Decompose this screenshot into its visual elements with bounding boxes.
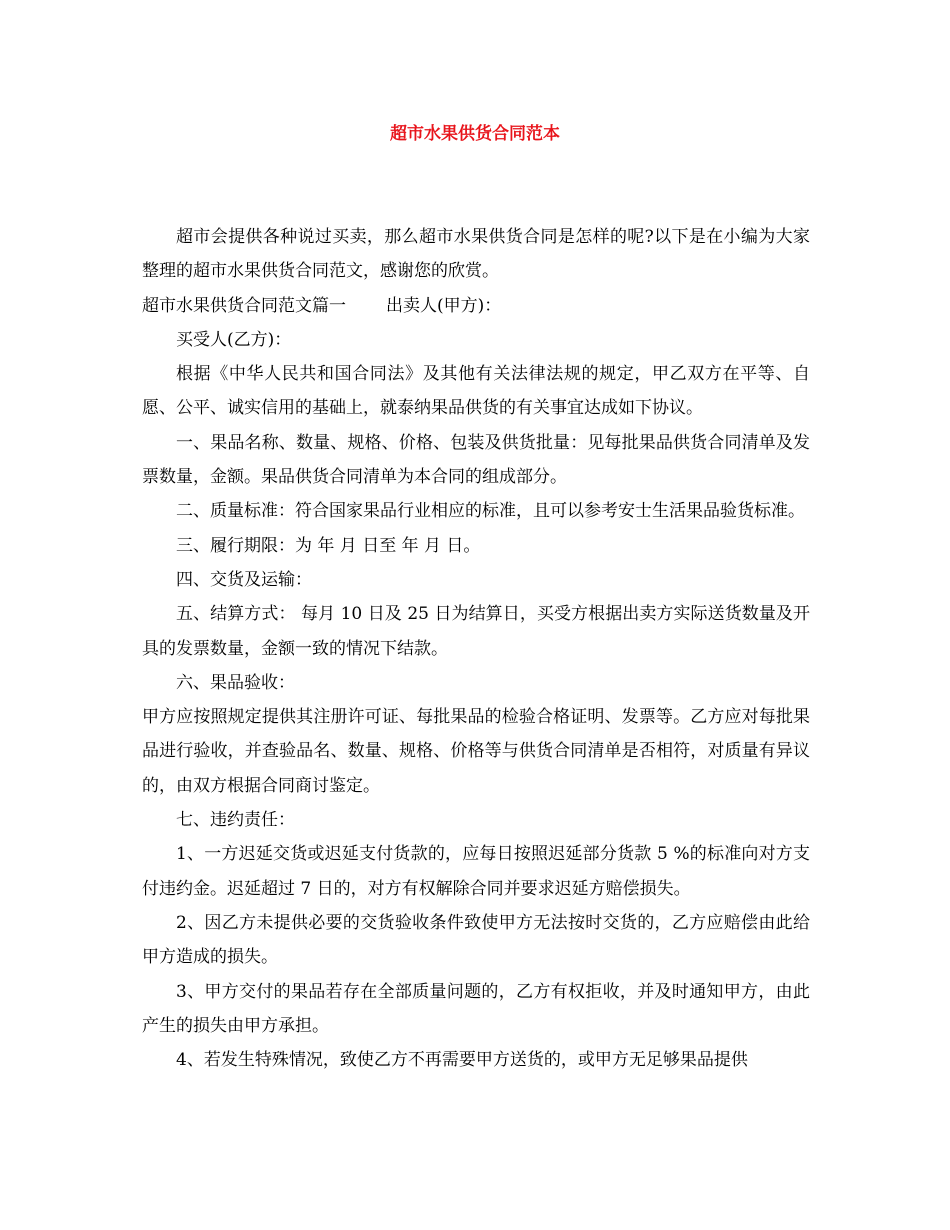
paragraph bbox=[142, 357, 810, 426]
paragraph bbox=[142, 1043, 810, 1077]
paragraph-text: 甲方应按照规定提供其注册许可证、每批果品的检验合格证明、发票等。乙方应对每批果品进行验收，并查验品名、数量、规格、价格等与供货合同清单是否相符，对质量有异议的，由双方根据合同商讨鉴定。 bbox=[142, 707, 810, 796]
paragraph-text: 1、一方迟延交货或迟延支付货款的，应每日按照迟延部分货款 5 %的标准向对方支付违约金。迟延超过 7 日的，对方有权解除合同并要求迟延方赔偿损失。 bbox=[142, 844, 810, 899]
paragraph bbox=[142, 563, 810, 597]
paragraph bbox=[142, 597, 810, 666]
paragraph bbox=[142, 426, 810, 495]
paragraph-text: 4、若发生特殊情况，致使乙方不再需要甲方送货的，或甲方无足够果品提供 bbox=[176, 1050, 748, 1071]
paragraph bbox=[142, 906, 810, 975]
paragraph-text: 超市水果供货合同范文篇一 bbox=[142, 295, 346, 316]
paragraph bbox=[142, 700, 810, 803]
paragraph-text: 超市会提供各种说过买卖，那么超市水果供货合同是怎样的呢?以下是在小编为大家整理的超市水果供货合同范文，感谢您的欣赏。 bbox=[142, 227, 810, 282]
paragraph bbox=[142, 666, 810, 700]
paragraph bbox=[142, 529, 810, 563]
paragraph bbox=[142, 975, 810, 1044]
paragraph bbox=[142, 323, 810, 357]
paragraph-text: 一、果品名称、数量、规格、价格、包装及供货批量：见每批果品供货合同清单及发票数量，金额。果品供货合同清单为本合同的组成部分。 bbox=[142, 432, 810, 488]
paragraph bbox=[142, 803, 810, 837]
paragraph bbox=[142, 494, 810, 528]
paragraph-text: 买受人(乙方)： bbox=[176, 329, 292, 350]
paragraph-text: 出卖人(甲方)： bbox=[386, 295, 502, 316]
paragraph bbox=[142, 289, 810, 323]
paragraph-text: 五、结算方式： 每月 10 日及 25 日为结算日，买受方根据出卖方实际送货数量及开具的发票数量，金额一致的情况下结款。 bbox=[142, 604, 810, 659]
document-title: 超市水果供货合同范本 bbox=[390, 124, 560, 144]
paragraph bbox=[142, 837, 810, 906]
paragraph-text: 七、违约责任： bbox=[176, 810, 295, 831]
paragraph-text: 二、质量标准：符合国家果品行业相应的标准，且可以参考安士生活果品验货标准。 bbox=[176, 501, 805, 522]
paragraph-text: 四、交货及运输： bbox=[176, 569, 312, 590]
paragraph-text: 六、果品验收： bbox=[176, 672, 295, 693]
paragraph bbox=[142, 220, 810, 289]
document-body bbox=[142, 220, 810, 1077]
paragraph-text: 三、履行期限：为 年 月 日至 年 月 日。 bbox=[176, 535, 481, 556]
paragraph-text: 3、甲方交付的果品若存在全部质量问题的，乙方有权拒收，并及时通知甲方，由此产生的损失由甲方承担。 bbox=[142, 981, 810, 1036]
paragraph-text: 根据《中华人民共和国合同法》及其他有关法律法规的规定，甲乙双方在平等、自愿、公平、诚实信用的基础上，就泰纳果品供货的有关事宜达成如下协议。 bbox=[142, 364, 810, 419]
paragraph-text: 2、因乙方未提供必要的交货验收条件致使甲方无法按时交货的，乙方应赔偿由此给甲方造成的损失。 bbox=[142, 912, 810, 968]
